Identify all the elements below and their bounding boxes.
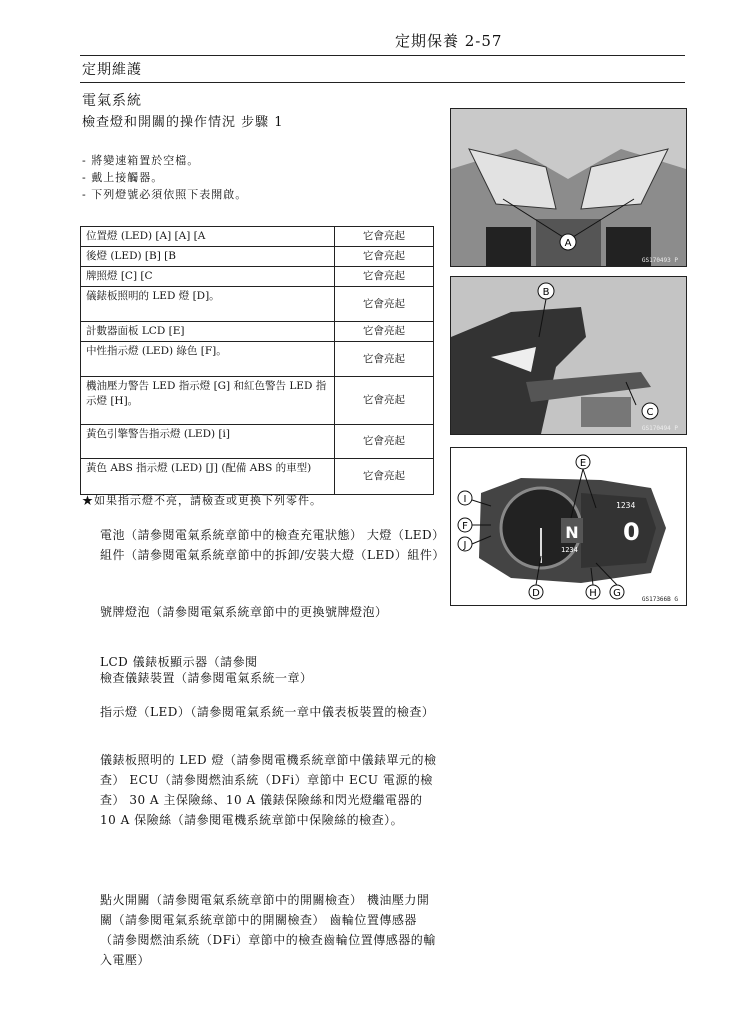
figure-code: GS170494 P <box>641 425 678 432</box>
callout-label: H <box>589 588 597 599</box>
table-row <box>81 267 434 287</box>
status-cell: 它會亮起 <box>335 267 434 287</box>
speed-readout: 0 <box>623 518 640 546</box>
item-cell: 後燈 (LED) [B] [B <box>81 247 335 267</box>
item-cell: 儀錶板照明的 LED 燈 [D]。 <box>81 287 335 322</box>
note: ★如果指示燈不亮，請檢查或更換下列零件。 <box>82 494 322 507</box>
odo-readout: 1234 <box>616 501 636 510</box>
divider <box>80 82 685 83</box>
item-cell: 計數器面板 LCD [E] <box>81 322 335 342</box>
status-cell: 它會亮起 <box>335 377 434 425</box>
paragraph: LCD 儀錶板顯示器（請參閱 <box>100 655 258 669</box>
table-row <box>81 342 434 377</box>
status-cell: 它會亮起 <box>335 342 434 377</box>
paragraph: 儀錶板照明的 LED 燈（請參閱電機系統章節中儀錶單元的檢查） ECU（請參閱燃油系統（DFi）章節中 ECU 電源的檢查） 30 A 主保險絲、10 A 儀錶保險絲和閃光燈繼電器的 10 A 保險絲（請參閱電機系統章節中保險絲的檢查）。 <box>100 753 437 827</box>
item-cell: 牌照燈 [C] [C <box>81 267 335 287</box>
paragraph: 號牌燈泡（請參閱電氣系統章節中的更換號牌燈泡） <box>100 605 388 619</box>
instruction-item: - 戴上接觸器。 <box>82 171 164 184</box>
status-cell: 它會亮起 <box>335 322 434 342</box>
figure-code: GS170493 P <box>641 257 678 264</box>
item-cell: 機油壓力警告 LED 指示燈 [G] 和紅色警告 LED 指示燈 [H]。 <box>81 377 335 425</box>
trip-readout: 1234 <box>561 546 578 554</box>
status-cell: 它會亮起 <box>335 287 434 322</box>
callout-label: I <box>463 494 467 505</box>
callout-label: A <box>564 238 572 249</box>
instrument-cluster-photo <box>450 447 687 606</box>
status-cell: 它會亮起 <box>335 425 434 459</box>
table-row <box>81 459 434 495</box>
step-title: 檢查燈和開關的操作情況 步驟 1 <box>82 115 284 130</box>
item-cell: 黃色引擎警告指示燈 (LED) [i] <box>81 425 335 459</box>
callout-label: B <box>542 287 550 298</box>
callout-label: C <box>646 407 654 418</box>
figure-code: GS17366B G <box>641 596 678 603</box>
paragraph: 檢查儀錶裝置（請參閱電氣系統一章） <box>100 671 313 685</box>
chapter-title: 電氣系統 <box>82 93 142 109</box>
item-cell: 黃色 ABS 指示燈 (LED) [J] (配備 ABS 的車型) <box>81 459 335 495</box>
instruction-item: - 下列燈號必須依照下表開啟。 <box>82 188 248 201</box>
headlight-photo <box>450 108 687 267</box>
instruction-list <box>82 152 247 203</box>
status-cell: 它會亮起 <box>335 459 434 495</box>
callout-label: E <box>579 458 587 469</box>
divider <box>80 55 685 56</box>
table-row <box>81 227 434 247</box>
callout-label: G <box>613 588 621 599</box>
callout-label: J <box>463 540 467 551</box>
table-row <box>81 287 434 322</box>
table-row <box>81 247 434 267</box>
paragraph: 指示燈（LED）（請參閱電氣系統一章中儀表板裝置的檢查） <box>100 705 435 719</box>
page-header: 定期保養 2-57 <box>395 32 503 50</box>
instruction-item: - 將變速箱置於空檔。 <box>82 154 200 167</box>
paragraph: 電池（請參閱電氣系統章節中的檢查充電狀態） 大燈（LED）組件（請參閱電氣系統章節中的拆卸/安裝大燈（LED）組件） <box>100 528 445 562</box>
item-cell: 位置燈 (LED) [A] [A] [A <box>81 227 335 247</box>
callout-label: D <box>532 588 540 599</box>
status-cell: 它會亮起 <box>335 227 434 247</box>
item-cell: 中性指示燈 (LED) 綠色 [F]。 <box>81 342 335 377</box>
paragraph: 點火開關（請參閱電氣系統章節中的開關檢查） 機油壓力開關（請參閱電氣系統章節中的開關檢查） 齒輪位置傳感器（請參閱燃油系統（DFi）章節中的檢查齒輪位置傳感器的輸入電壓） <box>100 893 436 967</box>
gear-indicator: N <box>565 523 579 542</box>
table-row <box>81 425 434 459</box>
status-cell: 它會亮起 <box>335 247 434 267</box>
table-row <box>81 322 434 342</box>
section-title: 定期維護 <box>82 62 142 78</box>
light-check-table <box>80 226 434 495</box>
callout-label: F <box>462 521 468 532</box>
taillight-photo <box>450 276 687 435</box>
table-row <box>81 377 434 425</box>
